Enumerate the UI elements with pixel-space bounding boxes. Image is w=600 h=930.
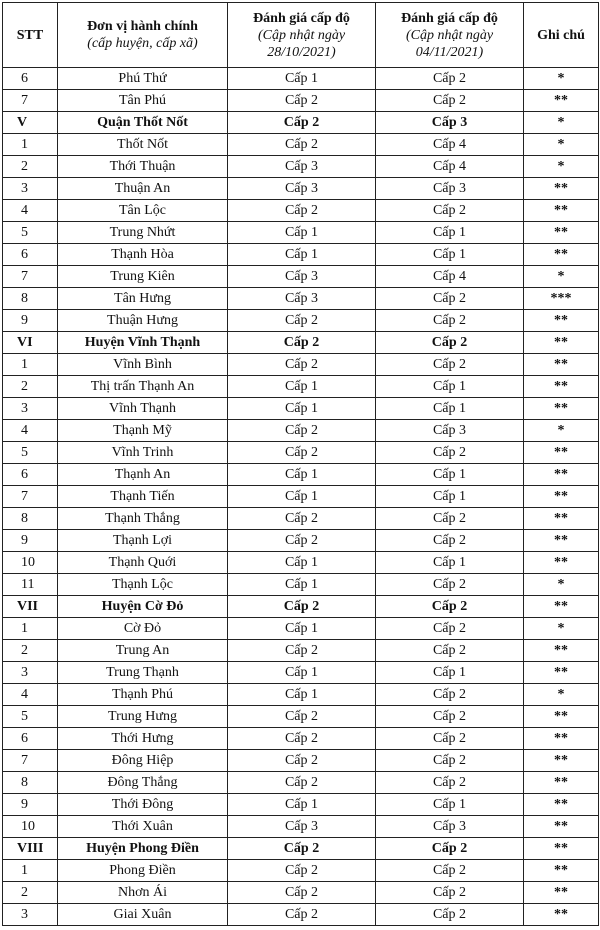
cell-level-28-10: Cấp 2 (228, 134, 376, 156)
cell-unit-name: Thạnh Quới (58, 552, 228, 574)
cell-stt: 1 (3, 134, 58, 156)
cell-level-04-11: Cấp 3 (376, 420, 524, 442)
cell-unit-name: Trung An (58, 640, 228, 662)
cell-level-28-10: Cấp 1 (228, 574, 376, 596)
cell-unit-name: Thuận An (58, 178, 228, 200)
table-row (3, 244, 599, 266)
cell-unit-name: Tân Lộc (58, 200, 228, 222)
header-eval-2-title: Đánh giá cấp độ (401, 10, 498, 26)
cell-stt: 7 (3, 90, 58, 112)
cell-stt: 3 (3, 904, 58, 926)
cell-level-28-10: Cấp 2 (228, 750, 376, 772)
cell-level-04-11: Cấp 3 (376, 816, 524, 838)
cell-unit-name: Trung Kiên (58, 266, 228, 288)
cell-level-28-10: Cấp 1 (228, 662, 376, 684)
cell-level-04-11: Cấp 3 (376, 112, 524, 134)
cell-stt: 7 (3, 750, 58, 772)
header-unit-sub: (cấp huyện, cấp xã) (87, 36, 198, 51)
cell-level-28-10: Cấp 2 (228, 420, 376, 442)
table-row (3, 134, 599, 156)
cell-level-28-10: Cấp 3 (228, 288, 376, 310)
header-unit (58, 3, 228, 68)
cell-level-28-10: Cấp 2 (228, 882, 376, 904)
cell-level-04-11: Cấp 2 (376, 596, 524, 618)
cell-note: ** (524, 838, 599, 860)
section-row (3, 838, 599, 860)
cell-level-28-10: Cấp 1 (228, 618, 376, 640)
cell-level-04-11: Cấp 2 (376, 288, 524, 310)
cell-level-04-11: Cấp 2 (376, 354, 524, 376)
cell-stt: 11 (3, 574, 58, 596)
cell-level-28-10: Cấp 1 (228, 486, 376, 508)
cell-unit-name: Thới Đông (58, 794, 228, 816)
cell-level-04-11: Cấp 2 (376, 750, 524, 772)
header-eval-1 (228, 3, 376, 68)
table-row (3, 706, 599, 728)
header-unit-title: Đơn vị hành chính (87, 19, 198, 34)
cell-stt: 1 (3, 860, 58, 882)
cell-stt: 10 (3, 816, 58, 838)
cell-unit-name: Tân Phú (58, 90, 228, 112)
cell-level-04-11: Cấp 1 (376, 662, 524, 684)
cell-note: ** (524, 222, 599, 244)
cell-unit-name: Huyện Vĩnh Thạnh (58, 332, 228, 354)
header-eval-1-sub: (Cập nhật ngày 28/10/2021) (257, 27, 346, 60)
cell-note: ** (524, 310, 599, 332)
cell-note: * (524, 420, 599, 442)
cell-stt: 6 (3, 728, 58, 750)
cell-stt: 4 (3, 200, 58, 222)
cell-unit-name: Thạnh Lợi (58, 530, 228, 552)
table-row (3, 618, 599, 640)
cell-unit-name: Thạnh Lộc (58, 574, 228, 596)
cell-level-28-10: Cấp 2 (228, 728, 376, 750)
table-body (3, 68, 599, 926)
cell-note: ** (524, 816, 599, 838)
cell-note: ** (524, 486, 599, 508)
cell-level-28-10: Cấp 2 (228, 904, 376, 926)
cell-level-04-11: Cấp 2 (376, 90, 524, 112)
cell-level-04-11: Cấp 2 (376, 838, 524, 860)
table-row (3, 156, 599, 178)
cell-note: * (524, 134, 599, 156)
table-row (3, 376, 599, 398)
cell-level-04-11: Cấp 2 (376, 772, 524, 794)
cell-stt: 8 (3, 288, 58, 310)
cell-note: ** (524, 706, 599, 728)
cell-note: ** (524, 508, 599, 530)
cell-level-28-10: Cấp 1 (228, 398, 376, 420)
cell-level-04-11: Cấp 2 (376, 904, 524, 926)
cell-note: ** (524, 354, 599, 376)
cell-level-28-10: Cấp 1 (228, 244, 376, 266)
cell-stt: 2 (3, 156, 58, 178)
header-eval-1-title: Đánh giá cấp độ (253, 10, 350, 26)
cell-level-04-11: Cấp 1 (376, 222, 524, 244)
table-row (3, 552, 599, 574)
cell-unit-name: Nhơn Ái (58, 882, 228, 904)
cell-note: * (524, 684, 599, 706)
cell-level-04-11: Cấp 2 (376, 508, 524, 530)
cell-level-04-11: Cấp 2 (376, 200, 524, 222)
cell-level-28-10: Cấp 1 (228, 376, 376, 398)
cell-level-28-10: Cấp 1 (228, 68, 376, 90)
cell-unit-name: Tân Hưng (58, 288, 228, 310)
cell-unit-name: Phong Điền (58, 860, 228, 882)
section-row (3, 112, 599, 134)
cell-level-04-11: Cấp 4 (376, 134, 524, 156)
cell-unit-name: Quận Thốt Nốt (58, 112, 228, 134)
cell-stt: 3 (3, 178, 58, 200)
cell-stt: 5 (3, 706, 58, 728)
cell-level-04-11: Cấp 2 (376, 860, 524, 882)
table-header (3, 3, 599, 68)
cell-unit-name: Thới Hưng (58, 728, 228, 750)
cell-unit-name: Phú Thứ (58, 68, 228, 90)
cell-note: ** (524, 640, 599, 662)
cell-level-28-10: Cấp 2 (228, 530, 376, 552)
table-row (3, 794, 599, 816)
cell-level-04-11: Cấp 2 (376, 574, 524, 596)
header-note (524, 3, 599, 68)
cell-level-04-11: Cấp 2 (376, 332, 524, 354)
cell-note: ** (524, 90, 599, 112)
cell-note: ** (524, 398, 599, 420)
cell-level-28-10: Cấp 1 (228, 684, 376, 706)
cell-level-28-10: Cấp 1 (228, 222, 376, 244)
cell-note: * (524, 156, 599, 178)
cell-note: ** (524, 882, 599, 904)
table-row (3, 772, 599, 794)
header-stt-label: STT (16, 27, 44, 43)
cell-level-28-10: Cấp 2 (228, 706, 376, 728)
cell-level-04-11: Cấp 1 (376, 794, 524, 816)
cell-level-28-10: Cấp 2 (228, 112, 376, 134)
cell-stt: 2 (3, 376, 58, 398)
table-row (3, 530, 599, 552)
cell-level-28-10: Cấp 3 (228, 156, 376, 178)
table-row (3, 684, 599, 706)
cell-level-04-11: Cấp 1 (376, 552, 524, 574)
cell-unit-name: Thới Xuân (58, 816, 228, 838)
cell-stt: 6 (3, 68, 58, 90)
cell-stt: 2 (3, 640, 58, 662)
table-row (3, 662, 599, 684)
cell-note: ** (524, 750, 599, 772)
cell-stt: 9 (3, 530, 58, 552)
cell-stt: 5 (3, 222, 58, 244)
header-row (3, 3, 599, 68)
cell-stt: 6 (3, 244, 58, 266)
table-row (3, 508, 599, 530)
cell-unit-name: Thạnh Phú (58, 684, 228, 706)
cell-level-04-11: Cấp 2 (376, 442, 524, 464)
header-eval-2-sub: (Cập nhật ngày 04/11/2021) (405, 27, 494, 60)
covid-level-table (2, 2, 599, 926)
cell-note: ** (524, 772, 599, 794)
cell-stt: 1 (3, 618, 58, 640)
table-row (3, 464, 599, 486)
cell-note: ** (524, 662, 599, 684)
cell-stt: VII (3, 596, 58, 618)
cell-level-28-10: Cấp 2 (228, 332, 376, 354)
cell-level-04-11: Cấp 2 (376, 530, 524, 552)
table-row (3, 68, 599, 90)
cell-note: * (524, 618, 599, 640)
table-row (3, 90, 599, 112)
header-eval-2 (376, 3, 524, 68)
cell-level-28-10: Cấp 3 (228, 266, 376, 288)
cell-note: ** (524, 904, 599, 926)
cell-unit-name: Vĩnh Thạnh (58, 398, 228, 420)
table-row (3, 222, 599, 244)
cell-note: ** (524, 178, 599, 200)
cell-level-28-10: Cấp 2 (228, 310, 376, 332)
cell-level-04-11: Cấp 1 (376, 398, 524, 420)
cell-level-04-11: Cấp 4 (376, 156, 524, 178)
cell-note: * (524, 266, 599, 288)
cell-note: ** (524, 376, 599, 398)
cell-unit-name: Đông Hiệp (58, 750, 228, 772)
cell-level-28-10: Cấp 2 (228, 772, 376, 794)
cell-unit-name: Trung Hưng (58, 706, 228, 728)
cell-note: ** (524, 464, 599, 486)
cell-unit-name: Vĩnh Bình (58, 354, 228, 376)
section-row (3, 596, 599, 618)
cell-stt: 3 (3, 398, 58, 420)
cell-note: ** (524, 596, 599, 618)
cell-level-04-11: Cấp 1 (376, 376, 524, 398)
cell-level-28-10: Cấp 1 (228, 552, 376, 574)
cell-level-28-10: Cấp 1 (228, 464, 376, 486)
cell-level-28-10: Cấp 2 (228, 90, 376, 112)
cell-stt: VIII (3, 838, 58, 860)
cell-unit-name: Cờ Đỏ (58, 618, 228, 640)
cell-level-04-11: Cấp 2 (376, 882, 524, 904)
table-row (3, 728, 599, 750)
cell-stt: 8 (3, 508, 58, 530)
cell-level-28-10: Cấp 2 (228, 596, 376, 618)
cell-level-04-11: Cấp 4 (376, 266, 524, 288)
cell-unit-name: Giai Xuân (58, 904, 228, 926)
cell-stt: 4 (3, 420, 58, 442)
cell-level-04-11: Cấp 2 (376, 640, 524, 662)
cell-stt: 4 (3, 684, 58, 706)
document-page (2, 2, 598, 926)
cell-unit-name: Thạnh Thắng (58, 508, 228, 530)
cell-level-28-10: Cấp 2 (228, 508, 376, 530)
cell-note: *** (524, 288, 599, 310)
cell-note: ** (524, 860, 599, 882)
table-row (3, 178, 599, 200)
cell-stt: 9 (3, 794, 58, 816)
table-row (3, 882, 599, 904)
table-row (3, 574, 599, 596)
cell-unit-name: Thị trấn Thạnh An (58, 376, 228, 398)
section-row (3, 332, 599, 354)
cell-stt: 10 (3, 552, 58, 574)
cell-unit-name: Trung Thạnh (58, 662, 228, 684)
cell-note: ** (524, 244, 599, 266)
table-row (3, 750, 599, 772)
cell-stt: 3 (3, 662, 58, 684)
cell-unit-name: Thạnh Tiến (58, 486, 228, 508)
cell-level-04-11: Cấp 1 (376, 486, 524, 508)
cell-unit-name: Thuận Hưng (58, 310, 228, 332)
cell-level-28-10: Cấp 2 (228, 200, 376, 222)
cell-note: ** (524, 728, 599, 750)
cell-stt: 7 (3, 266, 58, 288)
cell-stt: 5 (3, 442, 58, 464)
table-row (3, 816, 599, 838)
cell-note: * (524, 574, 599, 596)
cell-unit-name: Trung Nhứt (58, 222, 228, 244)
cell-note: * (524, 112, 599, 134)
cell-level-28-10: Cấp 2 (228, 860, 376, 882)
table-row (3, 266, 599, 288)
cell-stt: 2 (3, 882, 58, 904)
cell-unit-name: Thạnh Mỹ (58, 420, 228, 442)
cell-unit-name: Thới Thuận (58, 156, 228, 178)
cell-note: * (524, 68, 599, 90)
cell-stt: 6 (3, 464, 58, 486)
cell-level-28-10: Cấp 3 (228, 178, 376, 200)
cell-stt: 7 (3, 486, 58, 508)
cell-unit-name: Huyện Cờ Đỏ (58, 596, 228, 618)
cell-level-28-10: Cấp 2 (228, 354, 376, 376)
table-row (3, 486, 599, 508)
cell-stt: 1 (3, 354, 58, 376)
cell-note: ** (524, 552, 599, 574)
cell-level-28-10: Cấp 1 (228, 794, 376, 816)
table-row (3, 288, 599, 310)
cell-note: ** (524, 442, 599, 464)
table-row (3, 420, 599, 442)
cell-unit-name: Thạnh Hòa (58, 244, 228, 266)
cell-level-04-11: Cấp 2 (376, 618, 524, 640)
header-stt (3, 3, 58, 68)
table-row (3, 904, 599, 926)
cell-unit-name: Huyện Phong Điền (58, 838, 228, 860)
cell-note: ** (524, 200, 599, 222)
cell-level-28-10: Cấp 3 (228, 816, 376, 838)
cell-stt: VI (3, 332, 58, 354)
table-row (3, 398, 599, 420)
cell-stt: 9 (3, 310, 58, 332)
cell-level-04-11: Cấp 2 (376, 68, 524, 90)
cell-level-28-10: Cấp 2 (228, 640, 376, 662)
table-row (3, 442, 599, 464)
table-row (3, 200, 599, 222)
cell-level-04-11: Cấp 2 (376, 728, 524, 750)
cell-level-28-10: Cấp 2 (228, 442, 376, 464)
cell-level-04-11: Cấp 1 (376, 464, 524, 486)
cell-level-04-11: Cấp 3 (376, 178, 524, 200)
cell-level-28-10: Cấp 2 (228, 838, 376, 860)
cell-unit-name: Vĩnh Trinh (58, 442, 228, 464)
cell-level-04-11: Cấp 1 (376, 244, 524, 266)
cell-unit-name: Thốt Nốt (58, 134, 228, 156)
header-note-label: Ghi chú (537, 27, 585, 43)
table-row (3, 310, 599, 332)
cell-stt: 8 (3, 772, 58, 794)
table-row (3, 354, 599, 376)
cell-level-04-11: Cấp 2 (376, 706, 524, 728)
cell-note: ** (524, 794, 599, 816)
cell-note: ** (524, 530, 599, 552)
cell-unit-name: Thạnh An (58, 464, 228, 486)
cell-note: ** (524, 332, 599, 354)
cell-stt: V (3, 112, 58, 134)
table-row (3, 640, 599, 662)
table-row (3, 860, 599, 882)
cell-level-04-11: Cấp 2 (376, 310, 524, 332)
cell-level-04-11: Cấp 2 (376, 684, 524, 706)
cell-unit-name: Đông Thắng (58, 772, 228, 794)
